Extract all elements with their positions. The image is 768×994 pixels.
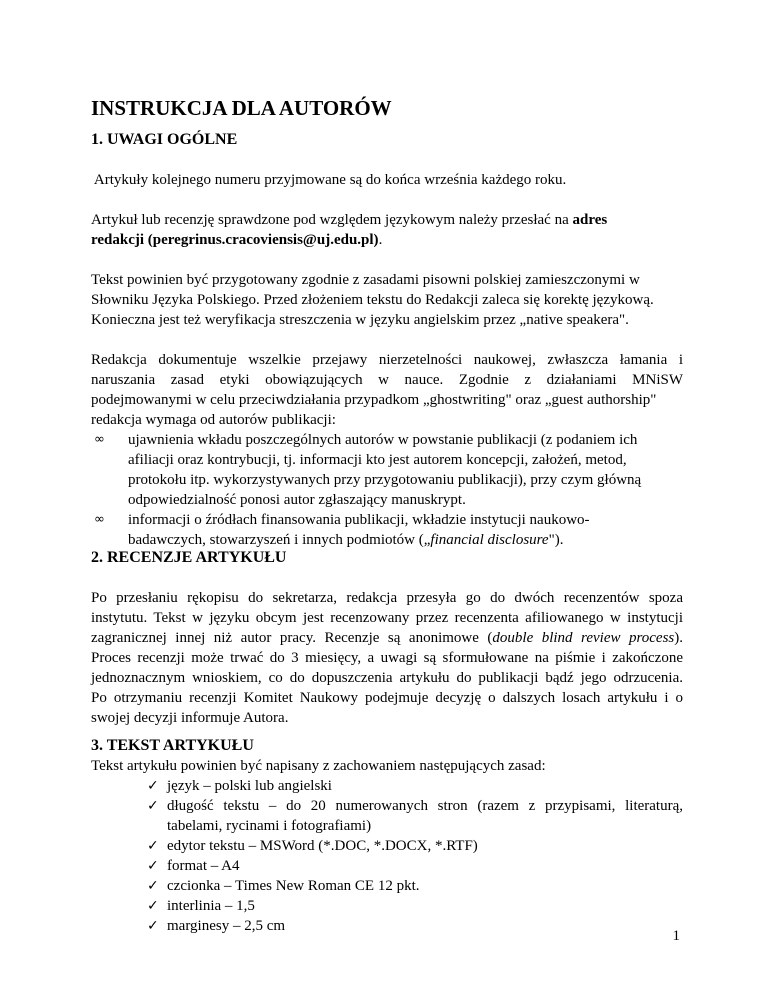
paragraph-line: jednoznacznym wnioskiem, co do dopuszczenia artykułu do publikacji bądź jego odrzucenia. [91,670,683,686]
review-process-paragraph [91,588,683,728]
list-item-line: odpowiedzialność ponosi autor zgłaszający manuskrypt. [128,492,466,508]
checkmark-icon: ✓ [147,798,159,814]
section-1-heading: 1. UWAGI OGÓLNE [91,131,238,148]
paragraph-line: swojej decyzji informuje Autora. [91,710,289,726]
paragraph-line [91,628,683,648]
list-item [147,796,683,836]
checkmark-icon: ✓ [147,858,159,874]
paragraph-line: Proces recenzji może trwać do 3 miesięcy, a uwagi są sformułowane na piśmie i zakończone [91,650,683,666]
paragraph-line: Tekst powinien być przygotowany zgodnie z zasadami pisowni polskiej zamieszczonymi w [91,272,640,288]
formatting-rules-list [147,776,683,936]
paragraph-line: Konieczna jest też weryfikacja streszczenia w języku angielskim przez „native speakera". [91,312,629,328]
list-item [91,430,683,510]
address-label: adres [572,212,608,228]
paragraph-line: Po przesłaniu rękopisu do sekretarza, redakcja przesyła go do dwóch recenzentów spoza [91,590,683,606]
ethics-paragraph [91,350,683,430]
paragraph-text: ). [674,630,684,646]
submission-deadline-paragraph [91,170,683,190]
paragraph-line: Po otrzymaniu recenzji Komitet Naukowy podejmuje decyzję o dalszych losach artykułu i o [91,690,683,706]
list-item-line: ujawnienia wkładu poszczególnych autorów w powstanie publikacji (z podaniem ich [128,432,638,448]
section-3-heading: 3. TEKST ARTYKUŁU [91,737,254,754]
checkmark-icon: ✓ [147,898,159,914]
paragraph-line: podejmowanymi w celu przeciwdziałania przypadkom „ghostwriting" oraz „guest authorship" [91,392,657,408]
list-item [147,876,683,896]
paragraph-line: Słowniku Języka Polskiego. Przed złożeniem tekstu do Redakcji zaleca się korektę językową. [91,292,654,308]
list-item [147,856,683,876]
author-requirements-list [91,430,683,550]
list-item-text: długość tekstu – do 20 numerowanych stron (razem z przypisami, literaturą, [167,798,683,814]
list-item-text: format – A4 [167,858,240,874]
formatting-intro [91,756,683,776]
paragraph-line [91,230,683,250]
list-item-text: marginesy – 2,5 cm [167,918,286,934]
paragraph-line: Tekst artykułu powinien być napisany z zachowaniem następujących zasad: [91,758,546,774]
list-item-line: afiliacji oraz kontrybucji, tj. informacji kto jest autorem koncepcji, założeń, metod, [128,452,627,468]
language-rules-paragraph [91,270,683,330]
section-2-heading: 2. RECENZJE ARTYKUŁU [91,549,287,566]
editorial-email: redakcji (peregrinus.cracoviensis@uj.edu.pl) [91,232,379,248]
paragraph-line: Redakcja dokumentuje wszelkie przejawy nierzetelności naukowej, zwłaszcza łamania i [91,352,683,368]
list-item-text: interlinia – 1,5 [167,898,255,914]
page-number: 1 [672,928,680,944]
paragraph-text: zagranicznej innej niż autor pracy. Recenzje są anonimowe ( [91,630,493,646]
checkmark-icon: ✓ [147,778,159,794]
paragraph-line [91,210,683,230]
checkmark-icon: ✓ [147,878,159,894]
financial-disclosure-term: financial disclosure [430,532,549,548]
paragraph-text: . [378,232,383,248]
list-item [147,916,683,936]
list-item [147,836,683,856]
list-item-text: badawczych, stowarzyszeń i innych podmiotów („ [128,532,431,548]
paragraph-text: Artykuł lub recenzję sprawdzone pod względem językowym należy przesłać na [91,212,573,228]
list-item-text: język – polski lub angielski [167,778,332,794]
list-item-text: tabelami, rycinami i fotografiami) [167,818,372,834]
list-item-text: "). [548,532,564,548]
paragraph-line: instytutu. Tekst w języku obcym jest recenzowany przez recenzenta afiliowanego w instytucji [91,610,683,626]
document-title: INSTRUKCJA DLA AUTORÓW [91,96,392,120]
list-item-line [128,530,683,550]
infinity-bullet-icon: ∞ [94,512,105,527]
checkmark-icon: ✓ [147,918,159,934]
paragraph-line: Artykuły kolejnego numeru przyjmowane są do końca września każdego roku. [91,172,567,188]
paragraph-line: naruszania zasad etyki obowiązujących w nauce. Zgodnie z działaniami MNiSW [91,372,683,388]
double-blind-term: double blind review process [492,630,675,646]
submission-address-paragraph [91,210,683,250]
list-item [147,896,683,916]
infinity-bullet-icon: ∞ [94,432,105,447]
list-item [147,776,683,796]
list-item [91,510,683,550]
checkmark-icon: ✓ [147,838,159,854]
list-item-text: edytor tekstu – MSWord (*.DOC, *.DOCX, *.RTF) [167,838,478,854]
paragraph-line: redakcja wymaga od autorów publikacji: [91,412,336,428]
list-item-line: informacji o źródłach finansowania publikacji, wkładzie instytucji naukowo- [128,512,590,528]
list-item-text: czcionka – Times New Roman CE 12 pkt. [167,878,420,894]
list-item-line: protokołu itp. wykorzystywanych przy przygotowaniu publikacji), przy czym główną [128,472,642,488]
